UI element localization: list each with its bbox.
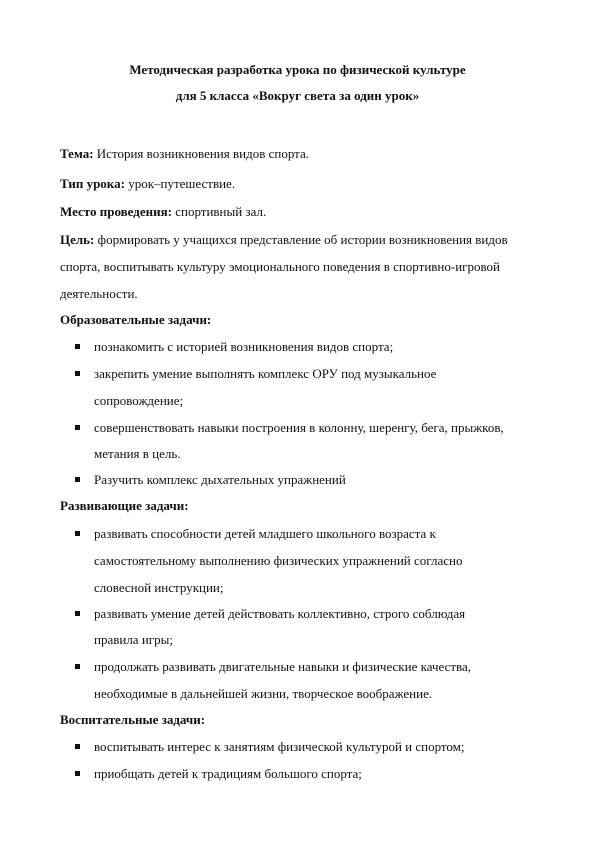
bullet-icon [75, 744, 80, 749]
topic-label: Тема: [60, 146, 94, 161]
goal-text-line-3: деятельности. [60, 286, 138, 301]
document-title-line-2: для 5 класса «Вокруг света за один урок» [175, 88, 420, 103]
bullet-icon [75, 531, 80, 536]
bullet-icon [75, 664, 80, 669]
bullet-icon [75, 611, 80, 616]
goal-field [60, 232, 540, 248]
topic-value: История возникновения видов спорта. [93, 146, 310, 161]
educational-tasks-heading: Образовательные задачи: [60, 312, 212, 327]
list-item: продолжать развивать двигательные навыки и физические качества, [94, 659, 472, 674]
list-item: совершенствовать навыки построения в колонну, шеренгу, бега, прыжков, [94, 420, 504, 435]
document-title-line-1: Методическая разработка урока по физической культуре [129, 62, 466, 77]
developmental-tasks-heading: Развивающие задачи: [60, 498, 189, 513]
list-item: развивать умение детей действовать коллективно, строго соблюдая [94, 606, 466, 621]
lesson-type-field [60, 176, 540, 192]
list-item-continuation: сопровождение; [94, 393, 184, 408]
topic-field [60, 146, 540, 162]
place-value: спортивный зал. [171, 204, 267, 219]
upbringing-tasks-heading: Воспитательные задачи: [60, 712, 206, 727]
place-label: Место проведения: [60, 204, 172, 219]
bullet-icon [75, 371, 80, 376]
list-item: развивать способности детей младшего школьного возраста к [94, 526, 436, 541]
list-item-continuation: словесной инструкции; [94, 580, 224, 595]
list-item: приобщать детей к традициям большого спорта; [94, 766, 362, 781]
bullet-icon [75, 771, 80, 776]
list-item-continuation: самостоятельному выполнению физических упражнений согласно [94, 553, 463, 568]
list-item-continuation: необходимые в дальнейшей жизни, творческое воображение. [94, 686, 433, 701]
lesson-type-label: Тип урока: [60, 176, 125, 191]
goal-text-line-2: спорта, воспитывать культуру эмоционального поведения в спортивно-игровой [60, 259, 500, 274]
goal-label: Цель: [60, 232, 95, 247]
list-item-continuation: метания в цель. [94, 446, 181, 461]
list-item-continuation: правила игры; [94, 632, 173, 647]
list-item: познакомить с историей возникновения видов спорта; [94, 339, 394, 354]
bullet-icon [75, 344, 80, 349]
list-item: Разучить комплекс дыхательных упражнений [94, 472, 346, 487]
lesson-type-value: урок–путешествие. [124, 176, 236, 191]
bullet-icon [75, 425, 80, 430]
list-item: воспитывать интерес к занятиям физической культурой и спортом; [94, 739, 465, 754]
list-item: закрепить умение выполнять комплекс ОРУ под музыкальное [94, 366, 437, 381]
goal-text-line-1: формировать у учащихся представление об истории возникновения видов [94, 232, 508, 247]
bullet-icon [75, 477, 80, 482]
place-field [60, 204, 540, 220]
